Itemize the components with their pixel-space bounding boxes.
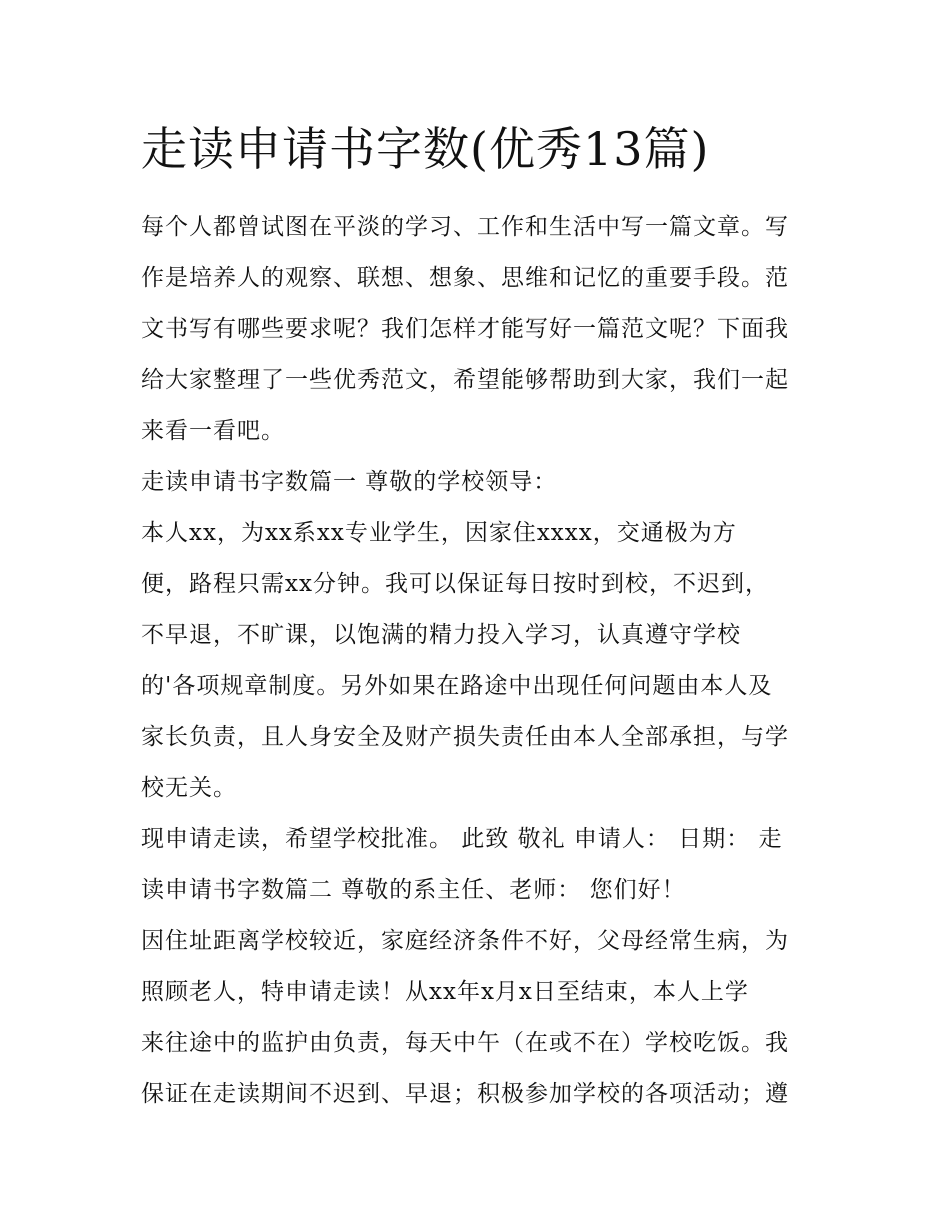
text-line: 本人xx，为xx系xx专业学生，因家住xxxx，交通极为方 — [141, 520, 737, 546]
text-line: 不早退，不旷课，以饱满的精力投入学习，认真遵守学校 — [141, 622, 741, 648]
document-body — [141, 202, 813, 1120]
document-page — [141, 118, 813, 1120]
document-title: 走读申请书字数(优秀13篇) — [141, 122, 710, 176]
text-line: 给大家整理了一些优秀范文，希望能够帮助到大家，我们一起 — [141, 367, 789, 393]
text-line: 文书写有哪些要求呢？我们怎样才能写好一篇范文呢？下面我 — [141, 316, 789, 342]
text-line: 读申请书字数篇二 尊敬的系主任、老师： 您们好！ — [141, 877, 686, 903]
text-line: 便，路程只需xx分钟。我可以保证每日按时到校，不迟到， — [141, 571, 769, 597]
text-line: 每个人都曾试图在平淡的学习、工作和生活中写一篇文章。写 — [141, 214, 789, 240]
text-line: 现申请走读，希望学校批准。 此致 敬礼 申请人： 日期： 走 — [141, 826, 783, 852]
text-line: 因住址距离学校较近，家庭经济条件不好，父母经常生病，为 — [141, 928, 789, 954]
text-line: 的'各项规章制度。另外如果在路途中出现任何问题由本人及 — [141, 673, 773, 699]
text-line: 作是培养人的观察、联想、想象、思维和记忆的重要手段。范 — [141, 265, 789, 291]
text-line: 照顾老人，特申请走读！从xx年x月x日至结束，本人上学 — [141, 979, 749, 1005]
text-line: 走读申请书字数篇一 尊敬的学校领导： — [141, 469, 558, 495]
text-line: 来看一看吧。 — [141, 418, 285, 444]
text-line: 家长负责，且人身安全及财产损失责任由本人全部承担，与学 — [141, 724, 789, 750]
text-line: 来往途中的监护由负责，每天中午（在或不在）学校吃饭。我 — [141, 1030, 789, 1056]
text-line: 保证在走读期间不迟到、早退；积极参加学校的各项活动；遵 — [141, 1081, 789, 1107]
text-line: 校无关。 — [141, 775, 237, 801]
